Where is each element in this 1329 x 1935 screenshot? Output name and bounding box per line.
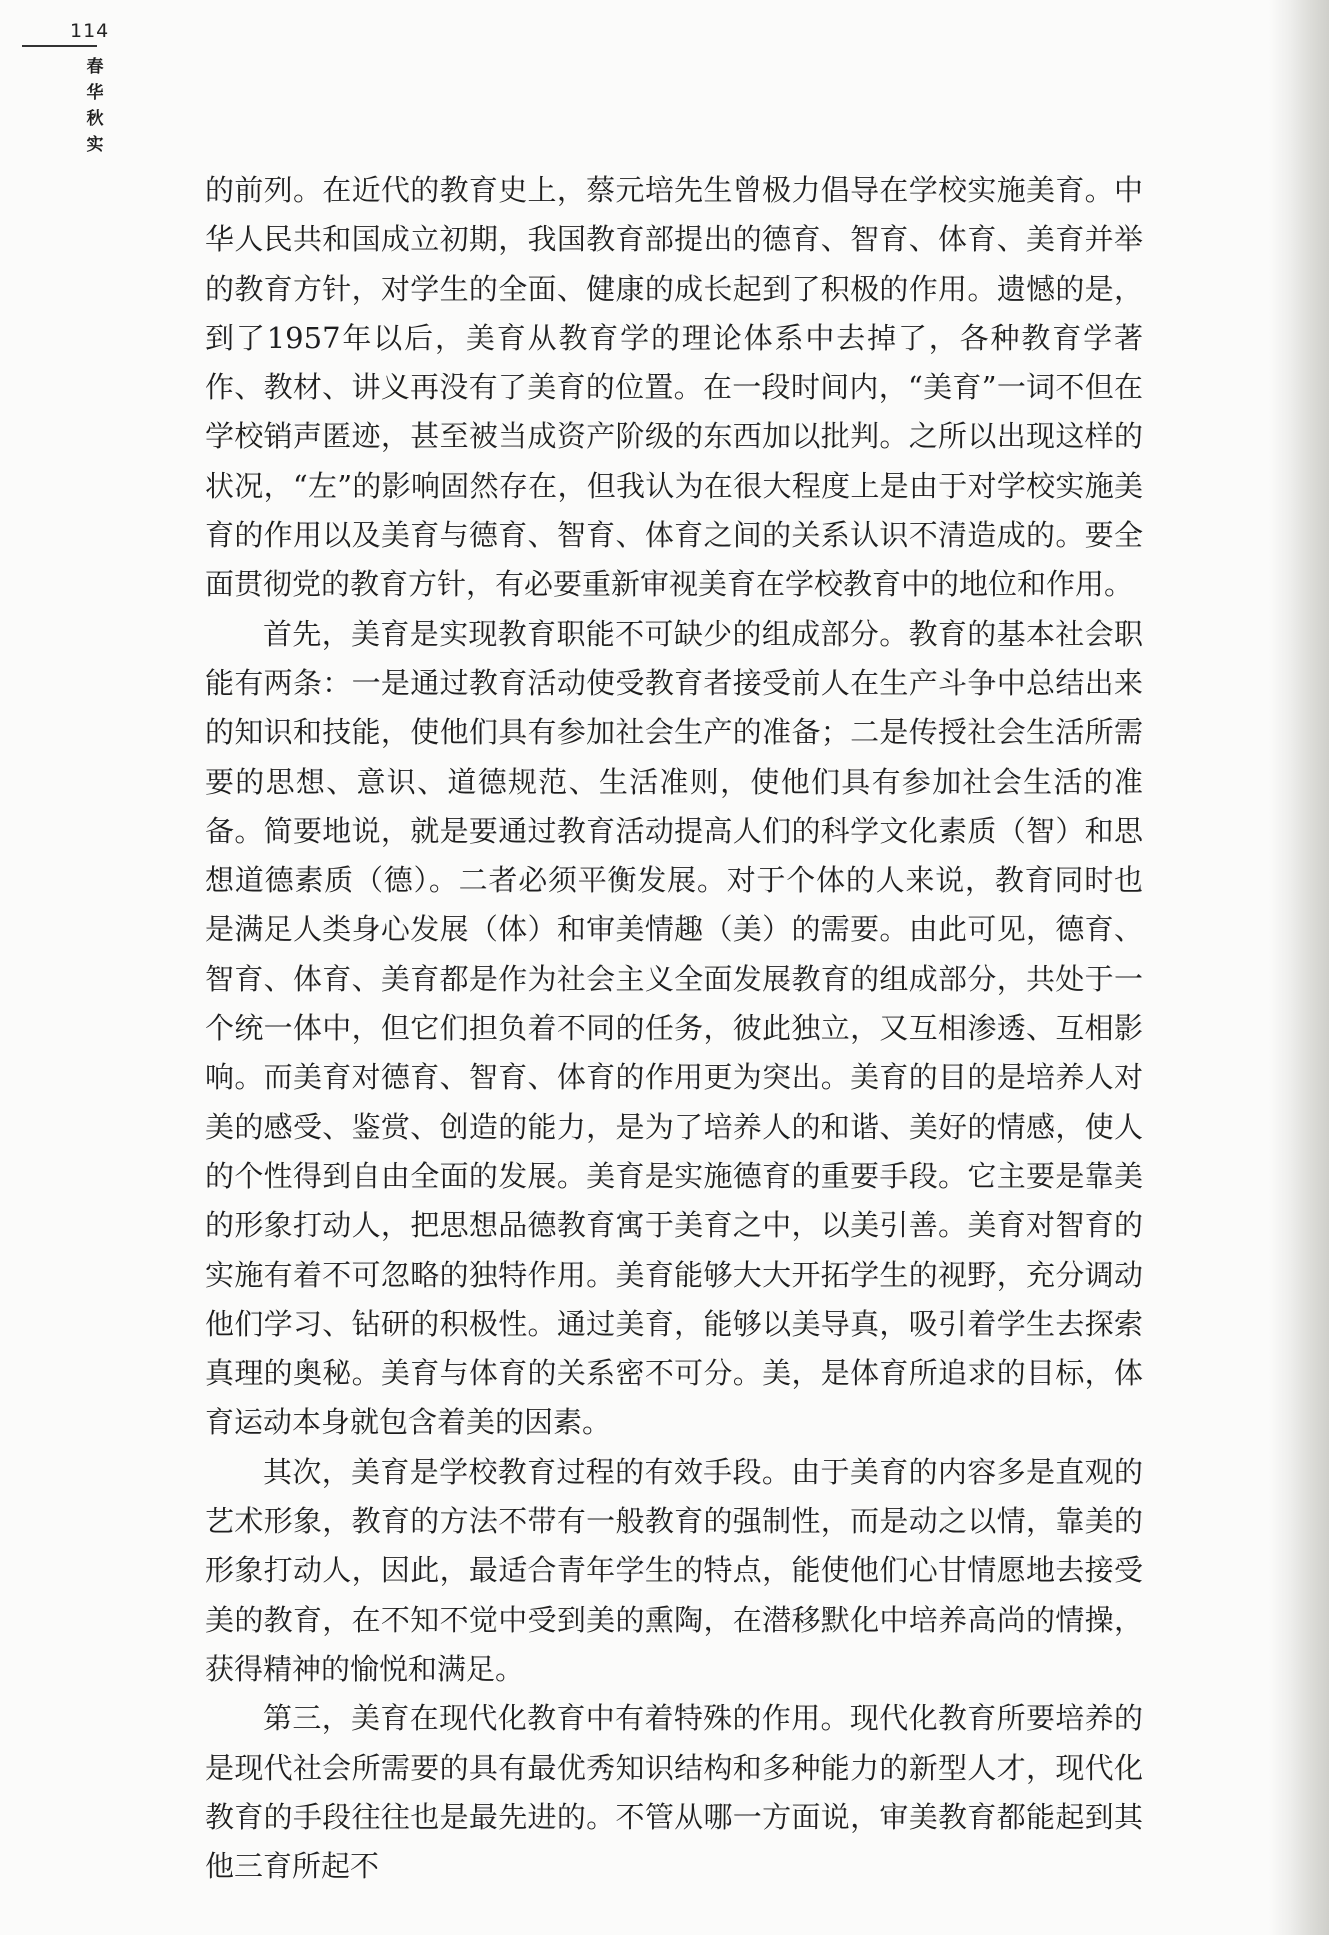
running-title-char: 华 <box>86 83 104 103</box>
paragraph: 其次，美育是学校教育过程的有效手段。由于美育的内容多是直观的艺术形象，教育的方法不带有一般教育的强制性，而是动之以情，靠美的形象打动人，因此，最适合青年学生的特点，能使他们心甘情愿地去接受美的教育，在不知不觉中受到美的熏陶，在潜移默化中培养高尚的情操，获得精神的愉悦和满足。 <box>205 1454 1143 1686</box>
page-number: 114 <box>70 20 110 42</box>
paragraph: 首先，美育是实现教育职能不可缺少的组成部分。教育的基本社会职能有两条：一是通过教育活动使受教育者接受前人在生产斗争中总结出来的知识和技能，使他们具有参加社会生产的准备；二是传授社会生活所需要的思想、意识、道德规范、生活准则，使他们具有参加社会生活的准备。简要地说，就是要通过教育活动提高人们的科学文化素质（智）和思想道德素质（德）。二者必须平衡发展。对于个体的人来说，教育同时也是满足人类身心发展（体）和审美情趣（美）的需要。由此可见，德育、智育、体育、美育都是作为社会主义全面发展教育的组成部分，共处于一个统一体中，但它们担负着不同的任务，彼此独立，又互相渗透、互相影响。而美育对德育、智育、体育的作用更为突出。美育的目的是培养人对美的感受、鉴赏、创造的能力，是为了培养人的和谐、美好的情感，使人的个性得到自由全面的发展。美育是实施德育的重要手段。它主要是靠美的形象打动人，把思想品德教育寓于美育之中，以美引善。美育对智育的实施有着不可忽略的独特作用。美育能够大大开拓学生的视野，充分调动他们学习、钻研的积极性。通过美育，能够以美导真，吸引着学生去探索真理的奥秘。美育与体育的关系密不可分。美，是体育所追求的目标，体育运动本身就包含着美的因素。 <box>205 616 1143 1440</box>
book-spine-shadow <box>1269 0 1329 1935</box>
body-text <box>205 166 1143 1891</box>
running-title-char: 秋 <box>86 109 104 129</box>
header-rule <box>22 45 97 47</box>
running-title-char: 实 <box>86 135 104 155</box>
paragraph: 的前列。在近代的教育史上，蔡元培先生曾极力倡导在学校实施美育。中华人民共和国成立初期，我国教育部提出的德育、智育、体育、美育并举的教育方针，对学生的全面、健康的成长起到了积极的作用。遗憾的是，到了1957年以后，美育从教育学的理论体系中去掉了，各种教育学著作、教材、讲义再没有了美育的位置。在一段时间内，“美育”一词不但在学校销声匿迹，甚至被当成资产阶级的东西加以批判。之所以出现这样的状况，“左”的影响固然存在，但我认为在很大程度上是由于对学校实施美育的作用以及美育与德育、智育、体育之间的关系认识不清造成的。要全面贯彻党的教育方针，有必要重新审视美育在学校教育中的地位和作用。 <box>205 173 1143 602</box>
running-title <box>83 54 107 158</box>
paragraph: 第三，美育在现代化教育中有着特殊的作用。现代化教育所要培养的是现代社会所需要的具有最优秀知识结构和多种能力的新型人才，现代化教育的手段往往也是最先进的。不管从哪一方面说，审美教育都能起到其他三育所起不 <box>205 1701 1143 1884</box>
running-title-char: 春 <box>86 57 104 77</box>
